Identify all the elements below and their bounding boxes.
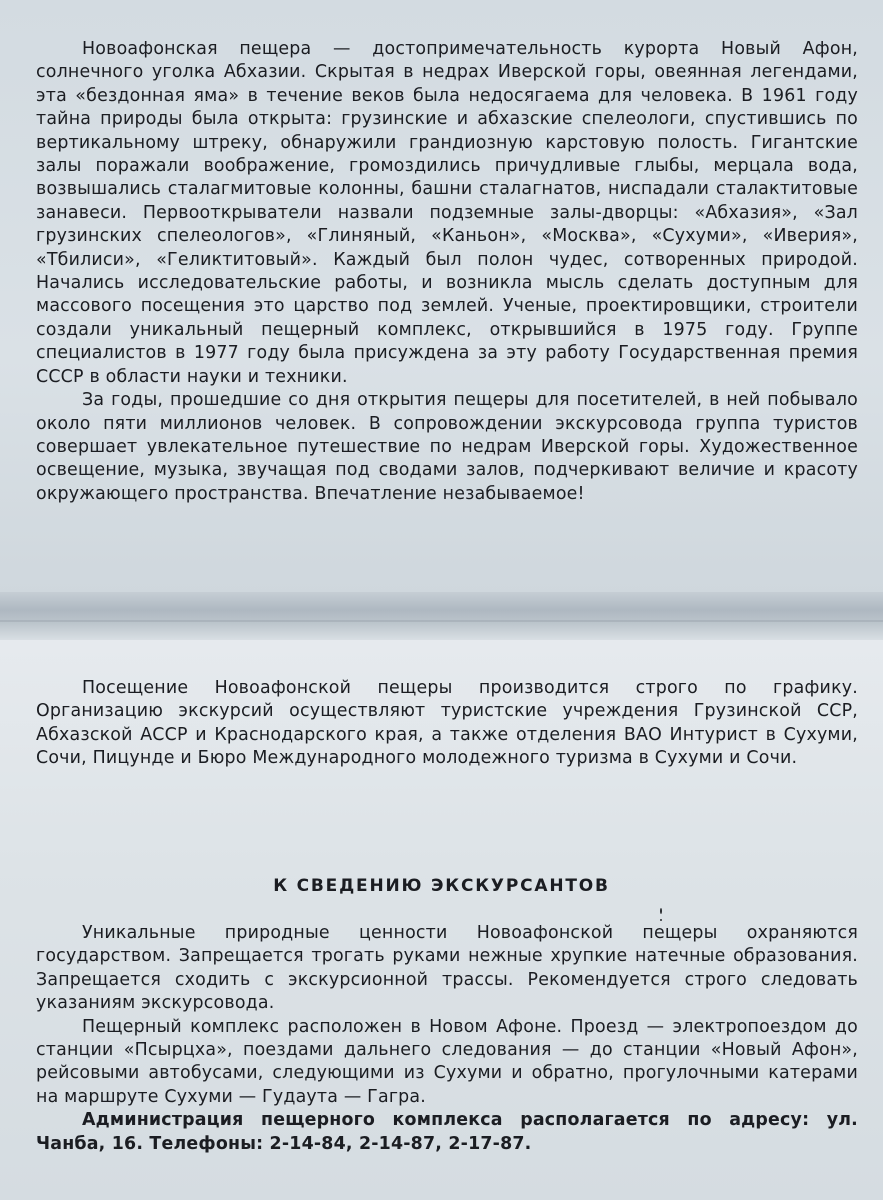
cave-visitors-paragraph: За годы, прошедшие со дня открытия пещеры для посетителей, в ней побывало около пяти миллионов человек. В сопровождении экскурсовода группа туристов совершает увлекательное путешествие по недрам Иверской горы. Художественное освещение, музыка, звучащая под сводами залов, подчеркивают величие и красоту окружающего пространства. Впечатление незабываемое!	[36, 390, 858, 504]
cave-history-paragraph: Новоафонская пещера — достопримечательность курорта Новый Афон, солнечного уголка Абхазии. Скрытая в недрах Иверской горы, овеянная легендами, эта «бездонная яма» в течение веков была недосягаема для человека. В 1961 году тайна природы была открыта: грузинские и абхазские спелеологи, спустившись по вертикальному штреку, обнаружили грандиозную карстовую полость. Гигантские залы поражали воображение, громоздились причудливые глыбы, мерцала вода, возвышались сталагмитовые колонны, башни сталагнатов, ниспадали сталактитовые занавеси. Первооткрыватели назвали подземные залы-дворцы: «Абхазия», «Зал грузинских спелеологов», «Глиняный, «Каньон», «Москва», «Сухуми», «Иверия», «Тбилиси», «Геликтитовый». Каждый был полон чудес, сотворенных природой. Начались исследовательские работы, и возникла мысль сделать доступным для массового посещения это царство под землей. Ученые, проектировщики, строители создали уникальный пещерный комплекс, открывшийся в 1975 году. Группе специалистов в 1977 году была присуждена за эту работу Государственная премия СССР в области науки и техники.	[36, 39, 858, 387]
visit-schedule-paragraph: Посещение Новоафонской пещеры производится строго по графику. Организацию экскурсий осуществляют туристские учреждения Грузинской ССР, Абхазской АССР и Краснодарского края, а также отделения ВАО Интурист в Сухуми, Сочи, Пицунде и Бюро Международного молодежного туризма в Сухуми и Сочи.	[36, 678, 858, 769]
transport-paragraph: Пещерный комплекс расположен в Новом Афоне. Проезд — электропоездом до станции «Псырцха», поездами дальнего следования — до станции «Новый Афон», рейсовыми автобусами, следующими из Сухуми и обратно, прогулочными катерами на маршруте Сухуми — Гудаута — Гагра.	[36, 1016, 858, 1107]
info-heading: К СВЕДЕНИЮ ЭКСКУРСАНТОВ	[273, 876, 610, 896]
cave-description-section	[36, 38, 858, 506]
address-paragraph: Администрация пещерного комплекса располагается по адресу: ул. Чанба, 16. Телефоны: 2-14-84, 2-14-87, 2-17-87.	[36, 1110, 858, 1154]
fold-crease	[0, 620, 883, 622]
visitor-info-section	[36, 922, 858, 1156]
paper-speck	[660, 908, 662, 914]
paper-speck	[660, 919, 662, 921]
visit-schedule-section	[36, 677, 858, 771]
paper-fold	[0, 592, 883, 644]
rules-paragraph: Уникальные природные ценности Новоафонской пещеры охраняются государством. Запрещается трогать руками нежные хрупкие натечные образования. Запрещается сходить с экскурсионной трассы. Рекомендуется строго следовать указаниям экскурсовода.	[36, 923, 858, 1014]
